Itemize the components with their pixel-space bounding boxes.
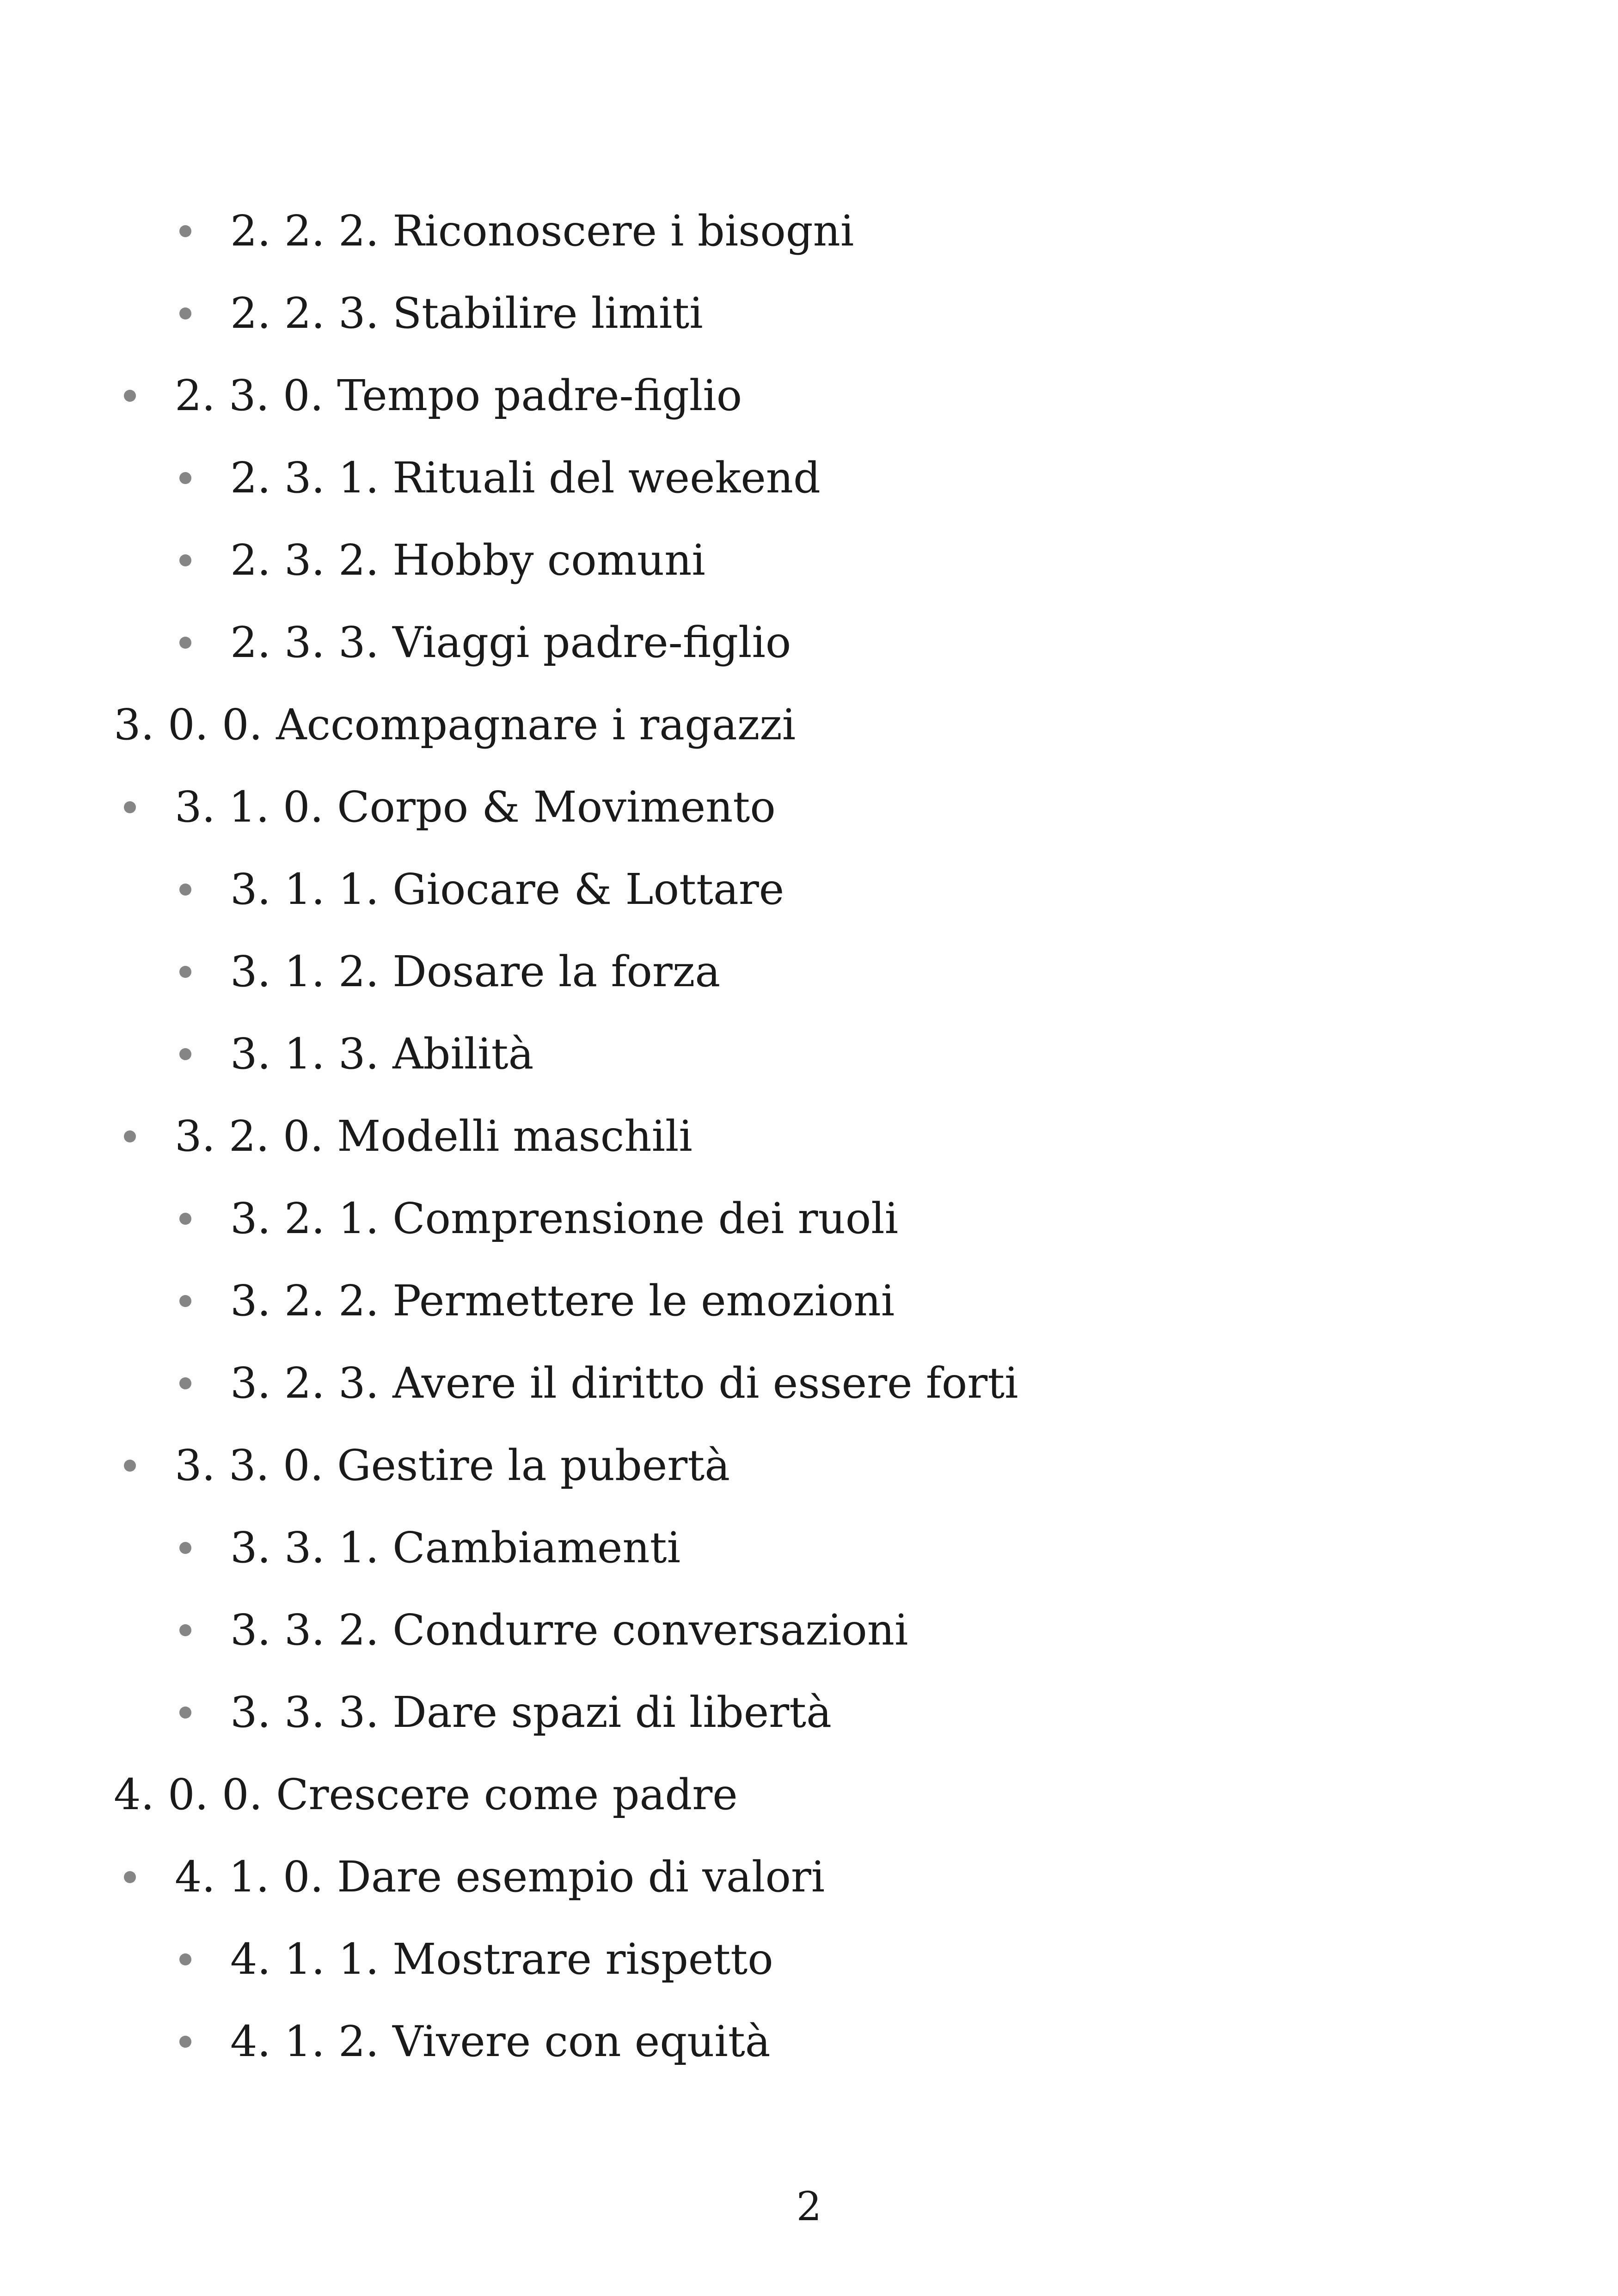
toc-entry-text: 4. 1. 1. Mostrare rispetto — [230, 1934, 773, 1984]
bullet-icon — [179, 2036, 191, 2048]
toc-entry-text: 4. 1. 0. Dare esempio di valori — [175, 1852, 825, 1902]
bullet-icon — [179, 966, 191, 978]
bullet-icon — [179, 1377, 191, 1389]
bullet-icon — [179, 1542, 191, 1554]
toc-entry — [179, 281, 703, 346]
toc-entry-text: 3. 3. 3. Dare spazi di libertà — [230, 1688, 832, 1737]
toc-entry — [179, 1516, 680, 1580]
toc-entry — [114, 693, 796, 757]
bullet-icon — [179, 884, 191, 896]
toc-entry-text: 3. 3. 1. Cambiamenti — [230, 1523, 681, 1572]
bullet-icon — [179, 1295, 191, 1307]
toc-entry-text: 3. 3. 0. Gestire la pubertà — [175, 1441, 730, 1490]
toc-entry-text: 3. 3. 2. Condurre conversazioni — [230, 1605, 908, 1655]
toc-entry — [179, 2009, 771, 2074]
bullet-icon — [179, 554, 191, 566]
bullet-icon — [179, 1213, 191, 1225]
toc-entry — [179, 1022, 534, 1087]
toc-entry — [114, 1762, 738, 1827]
toc-entry-text: 2. 2. 2. Riconoscere i bisogni — [230, 206, 854, 256]
toc-entry — [179, 446, 821, 510]
toc-entry — [124, 363, 742, 428]
toc-entry-text: 2. 3. 1. Rituali del weekend — [230, 453, 821, 503]
toc-entry-text: 3. 2. 3. Avere il diritto di essere forti — [230, 1358, 1018, 1408]
toc-entry — [124, 1104, 693, 1169]
bullet-icon — [179, 307, 191, 319]
bullet-icon — [179, 637, 191, 649]
toc-entry — [179, 1598, 908, 1663]
toc-entry-text: 3. 2. 0. Modelli maschili — [175, 1111, 693, 1161]
toc-entry-text: 2. 3. 3. Viaggi padre-figlio — [230, 618, 791, 667]
toc-entry-text: 3. 2. 1. Comprensione dei ruoli — [230, 1194, 899, 1243]
toc-entry — [179, 1269, 895, 1333]
page-number: 2 — [796, 2184, 822, 2230]
toc-entry-text: 3. 1. 2. Dosare la forza — [230, 947, 721, 996]
bullet-icon — [179, 472, 191, 484]
toc-entry — [179, 199, 854, 264]
toc-entry-text: 2. 3. 2. Hobby comuni — [230, 535, 705, 585]
bullet-icon — [124, 1460, 136, 1472]
toc-entry-text: 3. 0. 0. Accompagnare i ragazzi — [114, 700, 796, 749]
bullet-icon — [179, 225, 191, 237]
toc-entry — [179, 1680, 832, 1745]
toc-entry-text: 2. 2. 3. Stabilire limiti — [230, 289, 703, 338]
toc-entry-text: 4. 1. 2. Vivere con equità — [230, 2017, 771, 2066]
toc-entry-text: 3. 2. 2. Permettere le emozioni — [230, 1276, 895, 1326]
bullet-icon — [124, 801, 136, 813]
toc-entry — [179, 610, 791, 675]
bullet-icon — [124, 390, 136, 402]
toc-entry-text: 2. 3. 0. Tempo padre-figlio — [175, 371, 742, 420]
toc-entry — [124, 1845, 825, 1909]
toc-entry-text: 3. 1. 0. Corpo & Movimento — [175, 782, 776, 832]
toc-entry — [179, 1351, 1018, 1416]
bullet-icon — [179, 1048, 191, 1060]
toc-entry — [179, 1927, 773, 1992]
toc-entry-text: 4. 0. 0. Crescere come padre — [114, 1770, 738, 1819]
toc-entry — [124, 775, 776, 840]
bullet-icon — [179, 1953, 191, 1965]
toc-entry — [124, 1433, 730, 1498]
toc-entry — [179, 1186, 898, 1251]
toc-entry — [179, 939, 720, 1004]
bullet-icon — [124, 1871, 136, 1883]
bullet-icon — [179, 1707, 191, 1719]
bullet-icon — [179, 1624, 191, 1636]
toc-entry — [179, 528, 705, 593]
toc-entry-text: 3. 1. 1. Giocare & Lottare — [230, 865, 784, 914]
bullet-icon — [124, 1130, 136, 1142]
toc-entry — [179, 857, 784, 922]
toc-entry-text: 3. 1. 3. Abilità — [230, 1029, 534, 1079]
